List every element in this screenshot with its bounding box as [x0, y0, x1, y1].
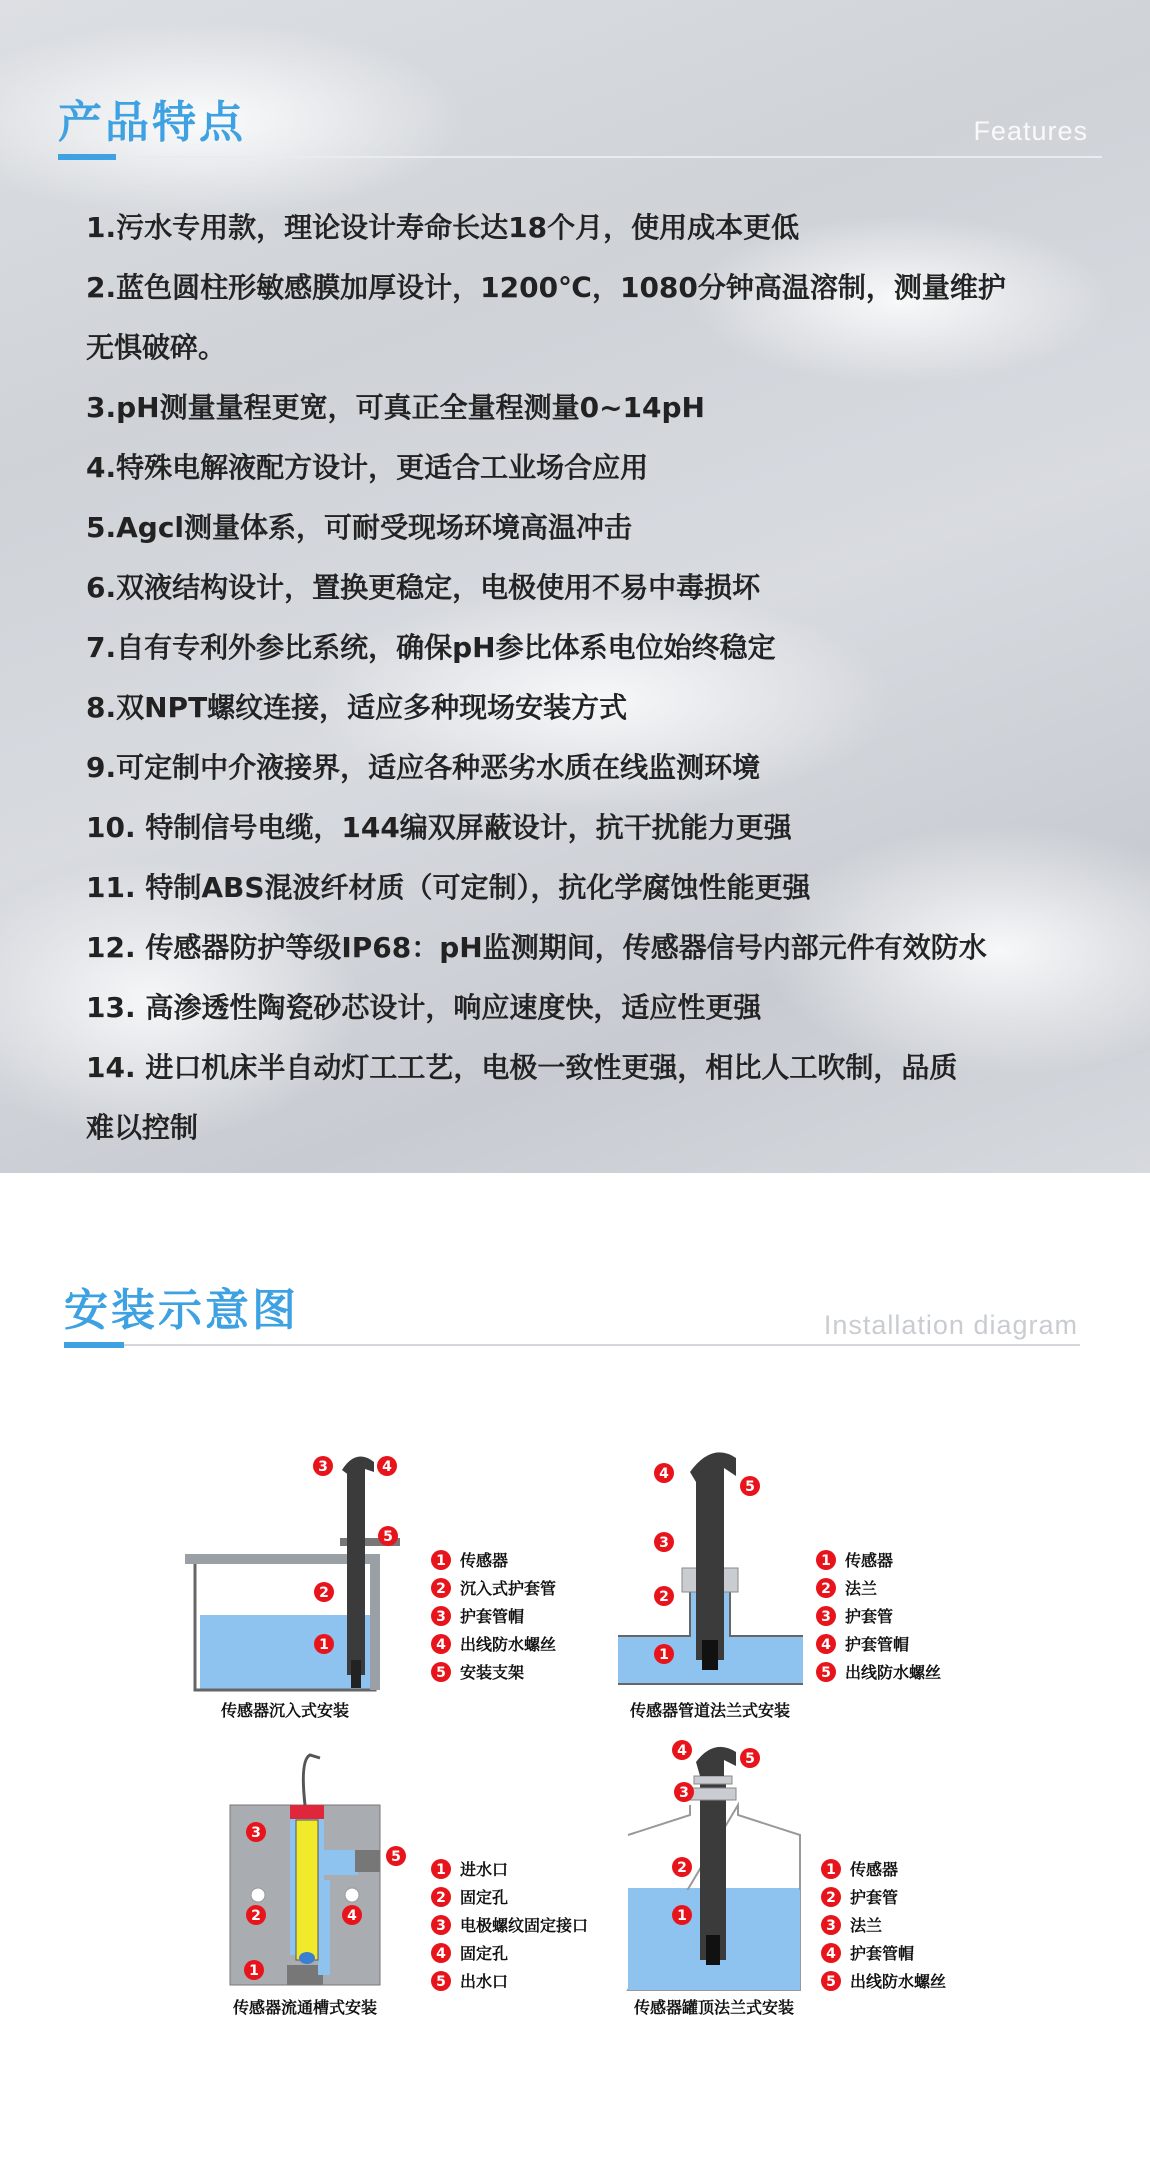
features-title: 产品特点 — [58, 97, 246, 148]
feature-line: 2.蓝色圆柱形敏感膜加厚设计，1200℃，1080分钟高温溶制，测量维护 — [86, 271, 1006, 304]
legend-label: 护套管帽 — [460, 1607, 525, 1626]
svg-text:5: 5 — [826, 1974, 836, 1990]
svg-text:2: 2 — [659, 1589, 669, 1605]
badge — [672, 1857, 692, 1877]
legend-label: 护套管 — [845, 1607, 894, 1626]
svg-text:1: 1 — [659, 1647, 669, 1663]
flow-probe — [296, 1820, 318, 1960]
sleeve-cap — [342, 1457, 374, 1476]
installation-subtitle: Installation diagram — [823, 1310, 1078, 1340]
legend-label: 出线防水螺丝 — [460, 1635, 557, 1654]
svg-text:4: 4 — [677, 1743, 687, 1759]
svg-text:5: 5 — [391, 1849, 401, 1865]
svg-text:1: 1 — [821, 1553, 831, 1569]
features-list — [86, 198, 1086, 1158]
feature-line: 14. 进口机床半自动灯工工艺，电极一致性更强，相比人工吹制，品质 — [86, 1051, 958, 1084]
feature-line: 无惧破碎。 — [86, 331, 227, 364]
badge — [386, 1846, 406, 1866]
immersion-sleeve — [347, 1465, 365, 1675]
badge — [740, 1748, 760, 1768]
water — [200, 1615, 370, 1690]
svg-text:3: 3 — [318, 1459, 328, 1475]
svg-text:3: 3 — [251, 1825, 261, 1841]
legend-label: 安装支架 — [460, 1663, 525, 1682]
diagram-caption: 传感器流通槽式安装 — [232, 1998, 378, 2017]
badge — [342, 1905, 362, 1925]
feature-line: 12. 传感器防护等级IP68：pH监测期间，传感器信号内部元件有效防水 — [86, 931, 987, 964]
legend-label: 法兰 — [850, 1916, 883, 1935]
badge — [313, 1456, 333, 1476]
feature-line: 8.双NPT螺纹连接，适应多种现场安装方式 — [86, 691, 628, 724]
feature-line: 4.特殊电解液配方设计，更适合工业场合应用 — [86, 451, 649, 484]
badge — [672, 1905, 692, 1925]
features-title-accent — [58, 154, 116, 160]
diagram-caption: 传感器罐顶法兰式安装 — [633, 1998, 795, 2017]
svg-text:3: 3 — [821, 1609, 831, 1625]
badge — [672, 1740, 692, 1760]
svg-text:2: 2 — [821, 1581, 831, 1597]
diagram-flow-cell — [230, 1755, 588, 2017]
svg-text:2: 2 — [436, 1581, 446, 1597]
legend — [816, 1550, 941, 1682]
svg-text:5: 5 — [745, 1479, 755, 1495]
svg-text:1: 1 — [677, 1908, 687, 1924]
svg-text:4: 4 — [382, 1459, 392, 1475]
svg-text:4: 4 — [436, 1946, 446, 1962]
svg-text:1: 1 — [319, 1637, 329, 1653]
legend-label: 出线防水螺丝 — [845, 1663, 942, 1682]
legend-label: 进水口 — [460, 1860, 509, 1879]
svg-text:4: 4 — [826, 1946, 836, 1962]
legend — [431, 1550, 556, 1682]
badge — [246, 1905, 266, 1925]
legend-label: 沉入式护套管 — [460, 1579, 557, 1598]
installation-divider — [64, 1344, 1080, 1346]
svg-text:2: 2 — [436, 1890, 446, 1906]
svg-text:1: 1 — [436, 1553, 446, 1569]
feature-line: 3.pH测量量程更宽，可真正全量程测量0~14pH — [86, 391, 705, 424]
svg-text:5: 5 — [821, 1665, 831, 1681]
legend-label: 传感器 — [845, 1551, 894, 1570]
feature-line: 10. 特制信号电缆，144编双屏蔽设计，抗干扰能力更强 — [86, 811, 792, 844]
legend-label: 出线防水螺丝 — [850, 1972, 947, 1991]
installation-title-accent — [64, 1342, 124, 1348]
legend-label: 传感器 — [850, 1860, 899, 1879]
badge — [654, 1586, 674, 1606]
legend-label: 法兰 — [845, 1579, 878, 1598]
svg-text:1: 1 — [826, 1862, 836, 1878]
badge — [654, 1532, 674, 1552]
svg-text:4: 4 — [436, 1637, 446, 1653]
svg-text:4: 4 — [347, 1908, 357, 1924]
installation-diagrams — [0, 1410, 1150, 2050]
badge — [674, 1782, 694, 1802]
feature-line: 1.污水专用款，理论设计寿命长达18个月，使用成本更低 — [86, 211, 800, 244]
legend-label: 电极螺纹固定接口 — [460, 1916, 589, 1935]
badge — [740, 1476, 760, 1496]
diagram-pipe-flange — [618, 1452, 941, 1720]
feature-line: 9.可定制中介液接界，适应各种恶劣水质在线监测环境 — [86, 751, 761, 784]
svg-text:2: 2 — [319, 1585, 329, 1601]
svg-text:4: 4 — [659, 1466, 669, 1482]
badge — [654, 1463, 674, 1483]
legend-label: 传感器 — [460, 1551, 509, 1570]
feature-line: 难以控制 — [86, 1111, 199, 1144]
svg-text:5: 5 — [436, 1665, 446, 1681]
feature-line: 11. 特制ABS混波纤材质（可定制），抗化学腐蚀性能更强 — [86, 871, 811, 904]
svg-text:5: 5 — [383, 1529, 393, 1545]
feature-line: 6.双液结构设计，置换更稳定，电极使用不易中毒损坏 — [86, 571, 761, 604]
badge — [244, 1960, 264, 1980]
diagram-caption: 传感器沉入式安装 — [220, 1701, 350, 1720]
installation-title: 安装示意图 — [64, 1285, 299, 1336]
svg-text:3: 3 — [826, 1918, 836, 1934]
svg-text:3: 3 — [436, 1918, 446, 1934]
badge — [246, 1822, 266, 1842]
svg-text:1: 1 — [249, 1963, 259, 1979]
svg-text:4: 4 — [821, 1637, 831, 1653]
badge — [654, 1644, 674, 1664]
badge — [314, 1582, 334, 1602]
features-subtitle: Features — [973, 116, 1088, 146]
svg-text:5: 5 — [436, 1974, 446, 1990]
svg-text:3: 3 — [436, 1609, 446, 1625]
diagram-tank-top — [628, 1740, 946, 2017]
svg-text:1: 1 — [436, 1862, 446, 1878]
diagram-immersion — [185, 1456, 556, 1720]
svg-text:3: 3 — [679, 1785, 689, 1801]
feature-line: 7.自有专利外参比系统，确保pH参比体系电位始终稳定 — [86, 631, 776, 664]
legend-label: 固定孔 — [460, 1944, 509, 1963]
legend-label: 护套管帽 — [845, 1635, 910, 1654]
svg-text:2: 2 — [677, 1860, 687, 1876]
feature-line: 13. 高渗透性陶瓷砂芯设计，响应速度快，适应性更强 — [86, 991, 762, 1024]
svg-text:2: 2 — [826, 1890, 836, 1906]
svg-text:3: 3 — [659, 1535, 669, 1551]
badge — [378, 1526, 398, 1546]
feature-line: 5.Agcl测量体系，可耐受现场环境高温冲击 — [86, 511, 633, 544]
legend-label: 护套管 — [850, 1888, 899, 1907]
features-divider — [58, 156, 1102, 158]
legend — [431, 1859, 588, 1991]
legend-label: 固定孔 — [460, 1888, 509, 1907]
diagram-caption: 传感器管道法兰式安装 — [629, 1701, 791, 1720]
legend — [821, 1859, 946, 1991]
svg-text:2: 2 — [251, 1908, 261, 1924]
legend-label: 出水口 — [460, 1972, 509, 1991]
legend-label: 护套管帽 — [850, 1944, 915, 1963]
badge — [377, 1456, 397, 1476]
svg-text:5: 5 — [745, 1751, 755, 1767]
badge — [314, 1634, 334, 1654]
